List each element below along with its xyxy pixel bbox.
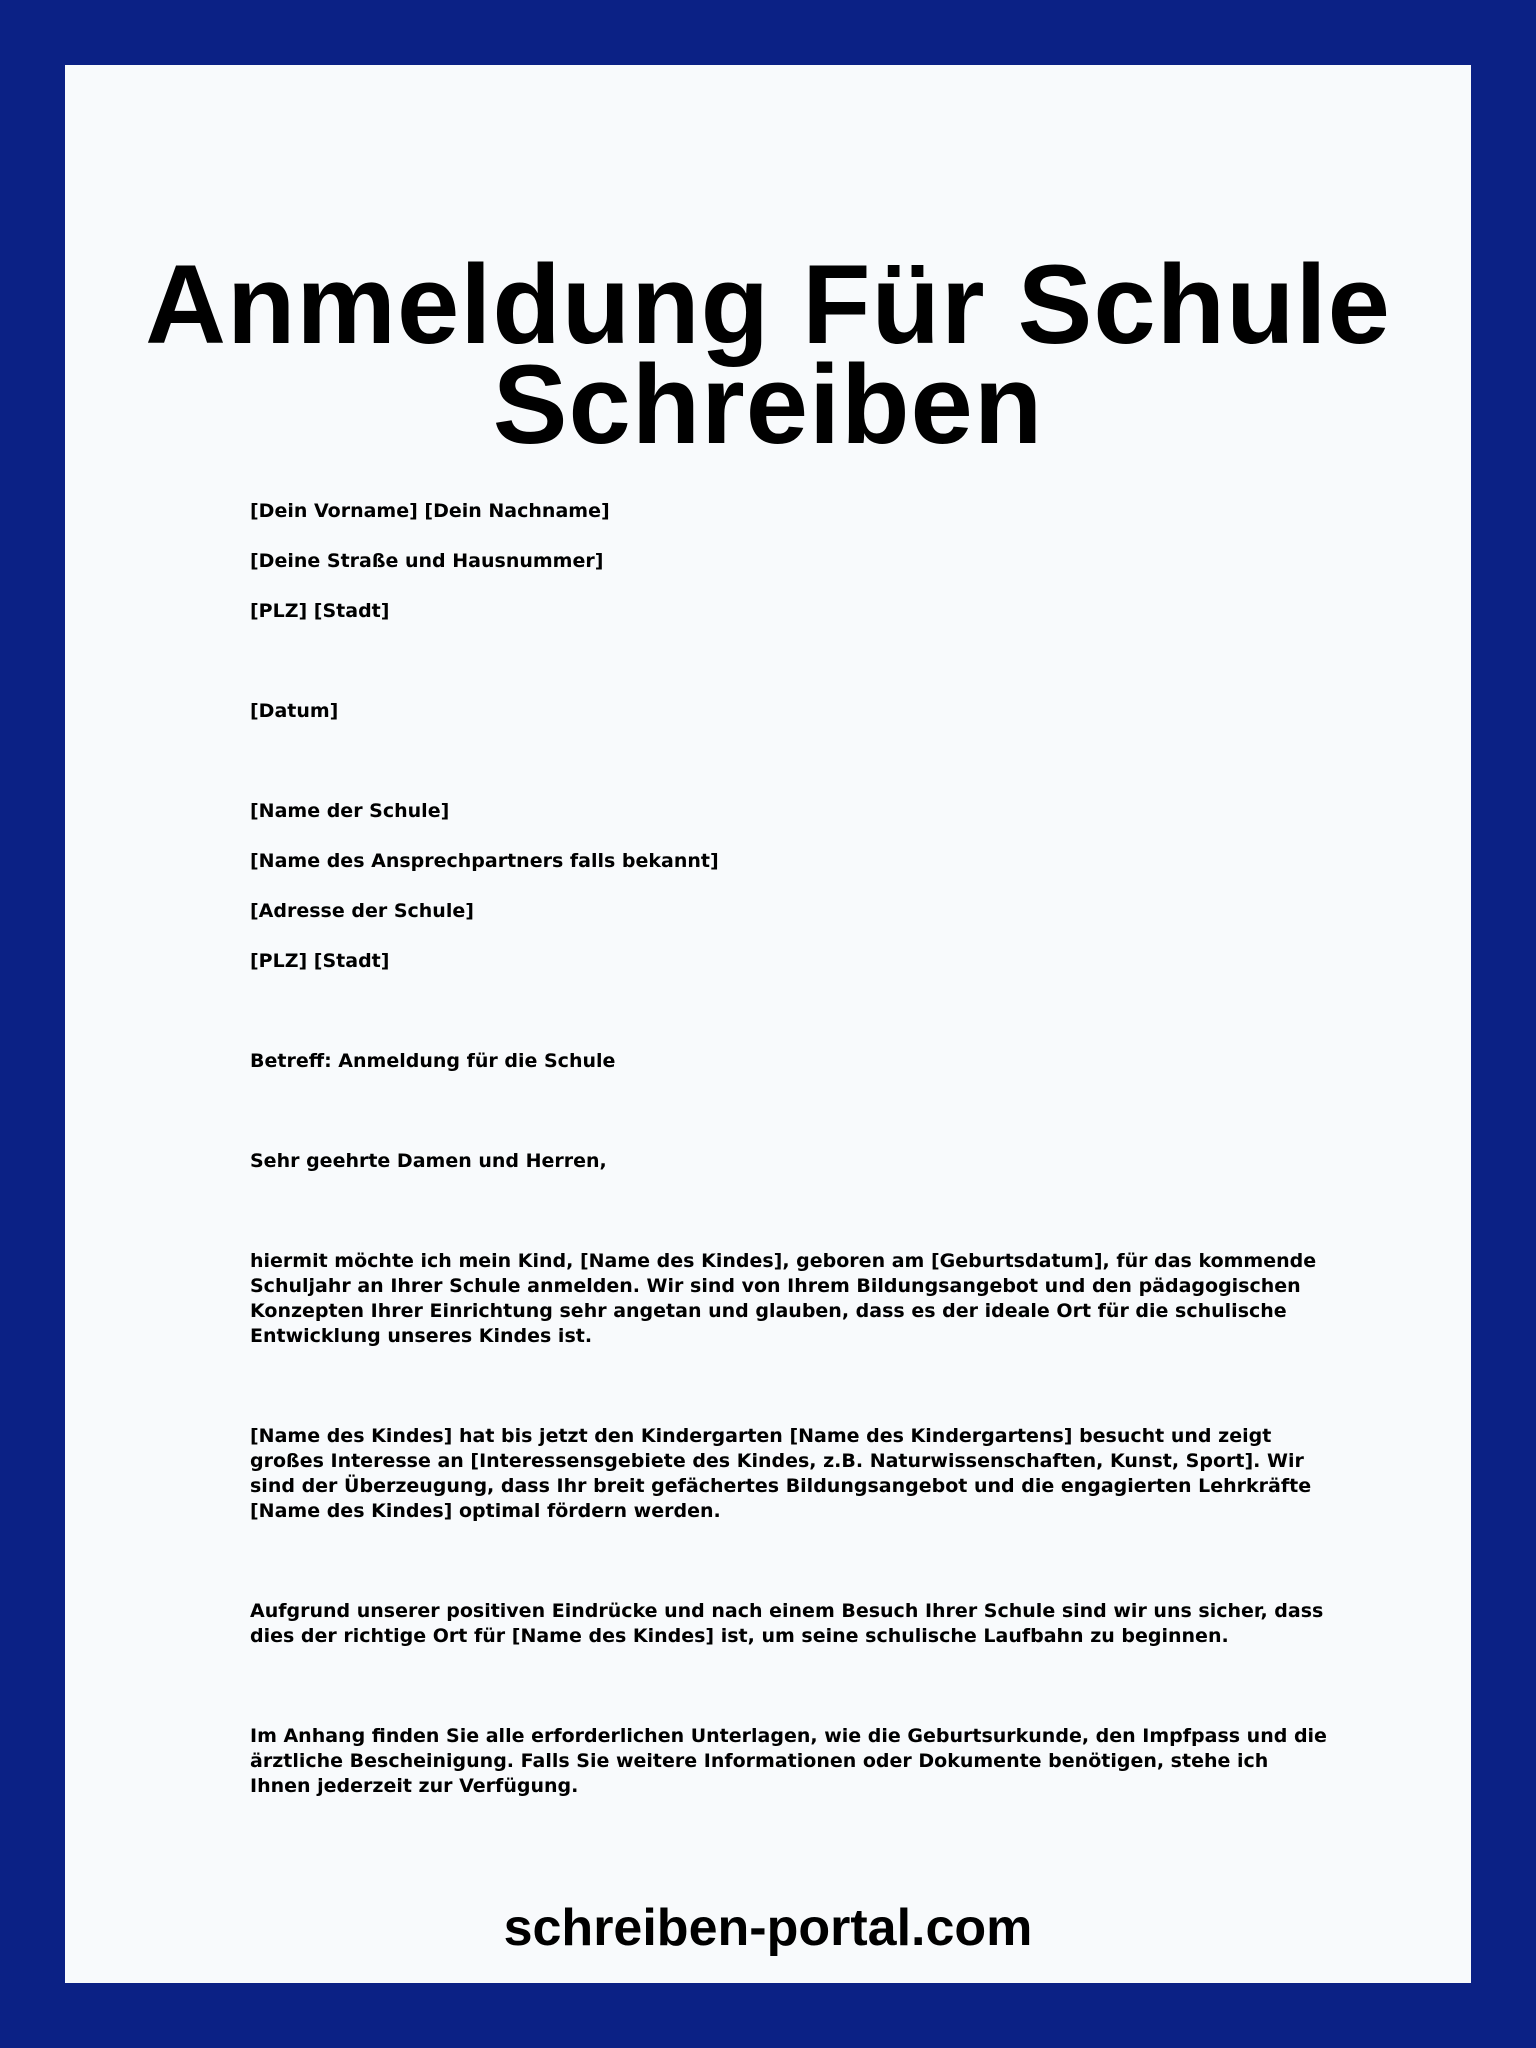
sender-city: [PLZ] [Stadt] [250,600,390,622]
recipient-school: [Name der Schule] [250,800,450,822]
body-paragraph-3: Aufgrund unserer positiven Eindrücke und nach einem Besuch Ihrer Schule sind wir uns sicher, dass dies der richtige Ort für [Name des Kindes] ist, um seine schulische Laufbahn zu beginnen. [250,1600,1324,1647]
page-title-line-1: Anmeldung Für Schule [145,242,1391,367]
letter-subject: Betreff: Anmeldung für die Schule [250,1050,616,1072]
letter-page [65,65,1471,1983]
letter-date: [Datum] [250,700,339,722]
recipient-address: [Adresse der Schule] [250,900,474,922]
letter-salutation: Sehr geehrte Damen und Herren, [250,1150,607,1172]
sender-street: [Deine Straße und Hausnummer] [250,550,604,572]
site-footer: schreiben-portal.com [503,1899,1033,1957]
body-paragraph-4: Im Anhang finden Sie alle erforderlichen Unterlagen, wie die Geburtsurkunde, den Impfpass und die ärztliche Bescheinigung. Falls Sie weitere Informationen oder Dokumente benötigen, stehe ich Ihnen jederzeit zur Verfügung. [250,1725,1327,1797]
recipient-city: [PLZ] [Stadt] [250,950,390,972]
body-paragraph-2: [Name des Kindes] hat bis jetzt den Kindergarten [Name des Kindergartens] besucht und zeigt großes Interesse an [Interessensgebiete des Kindes, z.B. Naturwissenschaften, Kunst, Sport]. Wir sind der Überzeugung, dass Ihr breit gefächertes Bildungsangebot und die engagierten Lehrkräfte [Name des Kindes] optimal fördern werden. [250,1425,1312,1522]
recipient-contact: [Name des Ansprechpartners falls bekannt] [250,850,719,872]
body-paragraph-1: hiermit möchte ich mein Kind, [Name des Kindes], geboren am [Geburtsdatum], für das kommende Schuljahr an Ihrer Schule anmelden. Wir sind von Ihrem Bildungsangebot und den pädagogischen Konzepten Ihrer Einrichtung sehr angetan und glauben, dass es der ideale Ort für die schulische Entwicklung unseres Kindes ist. [250,1250,1317,1347]
page-title-line-2: Schreiben [492,342,1044,467]
page-title [65,242,1471,467]
sender-name: [Dein Vorname] [Dein Nachname] [250,500,610,522]
